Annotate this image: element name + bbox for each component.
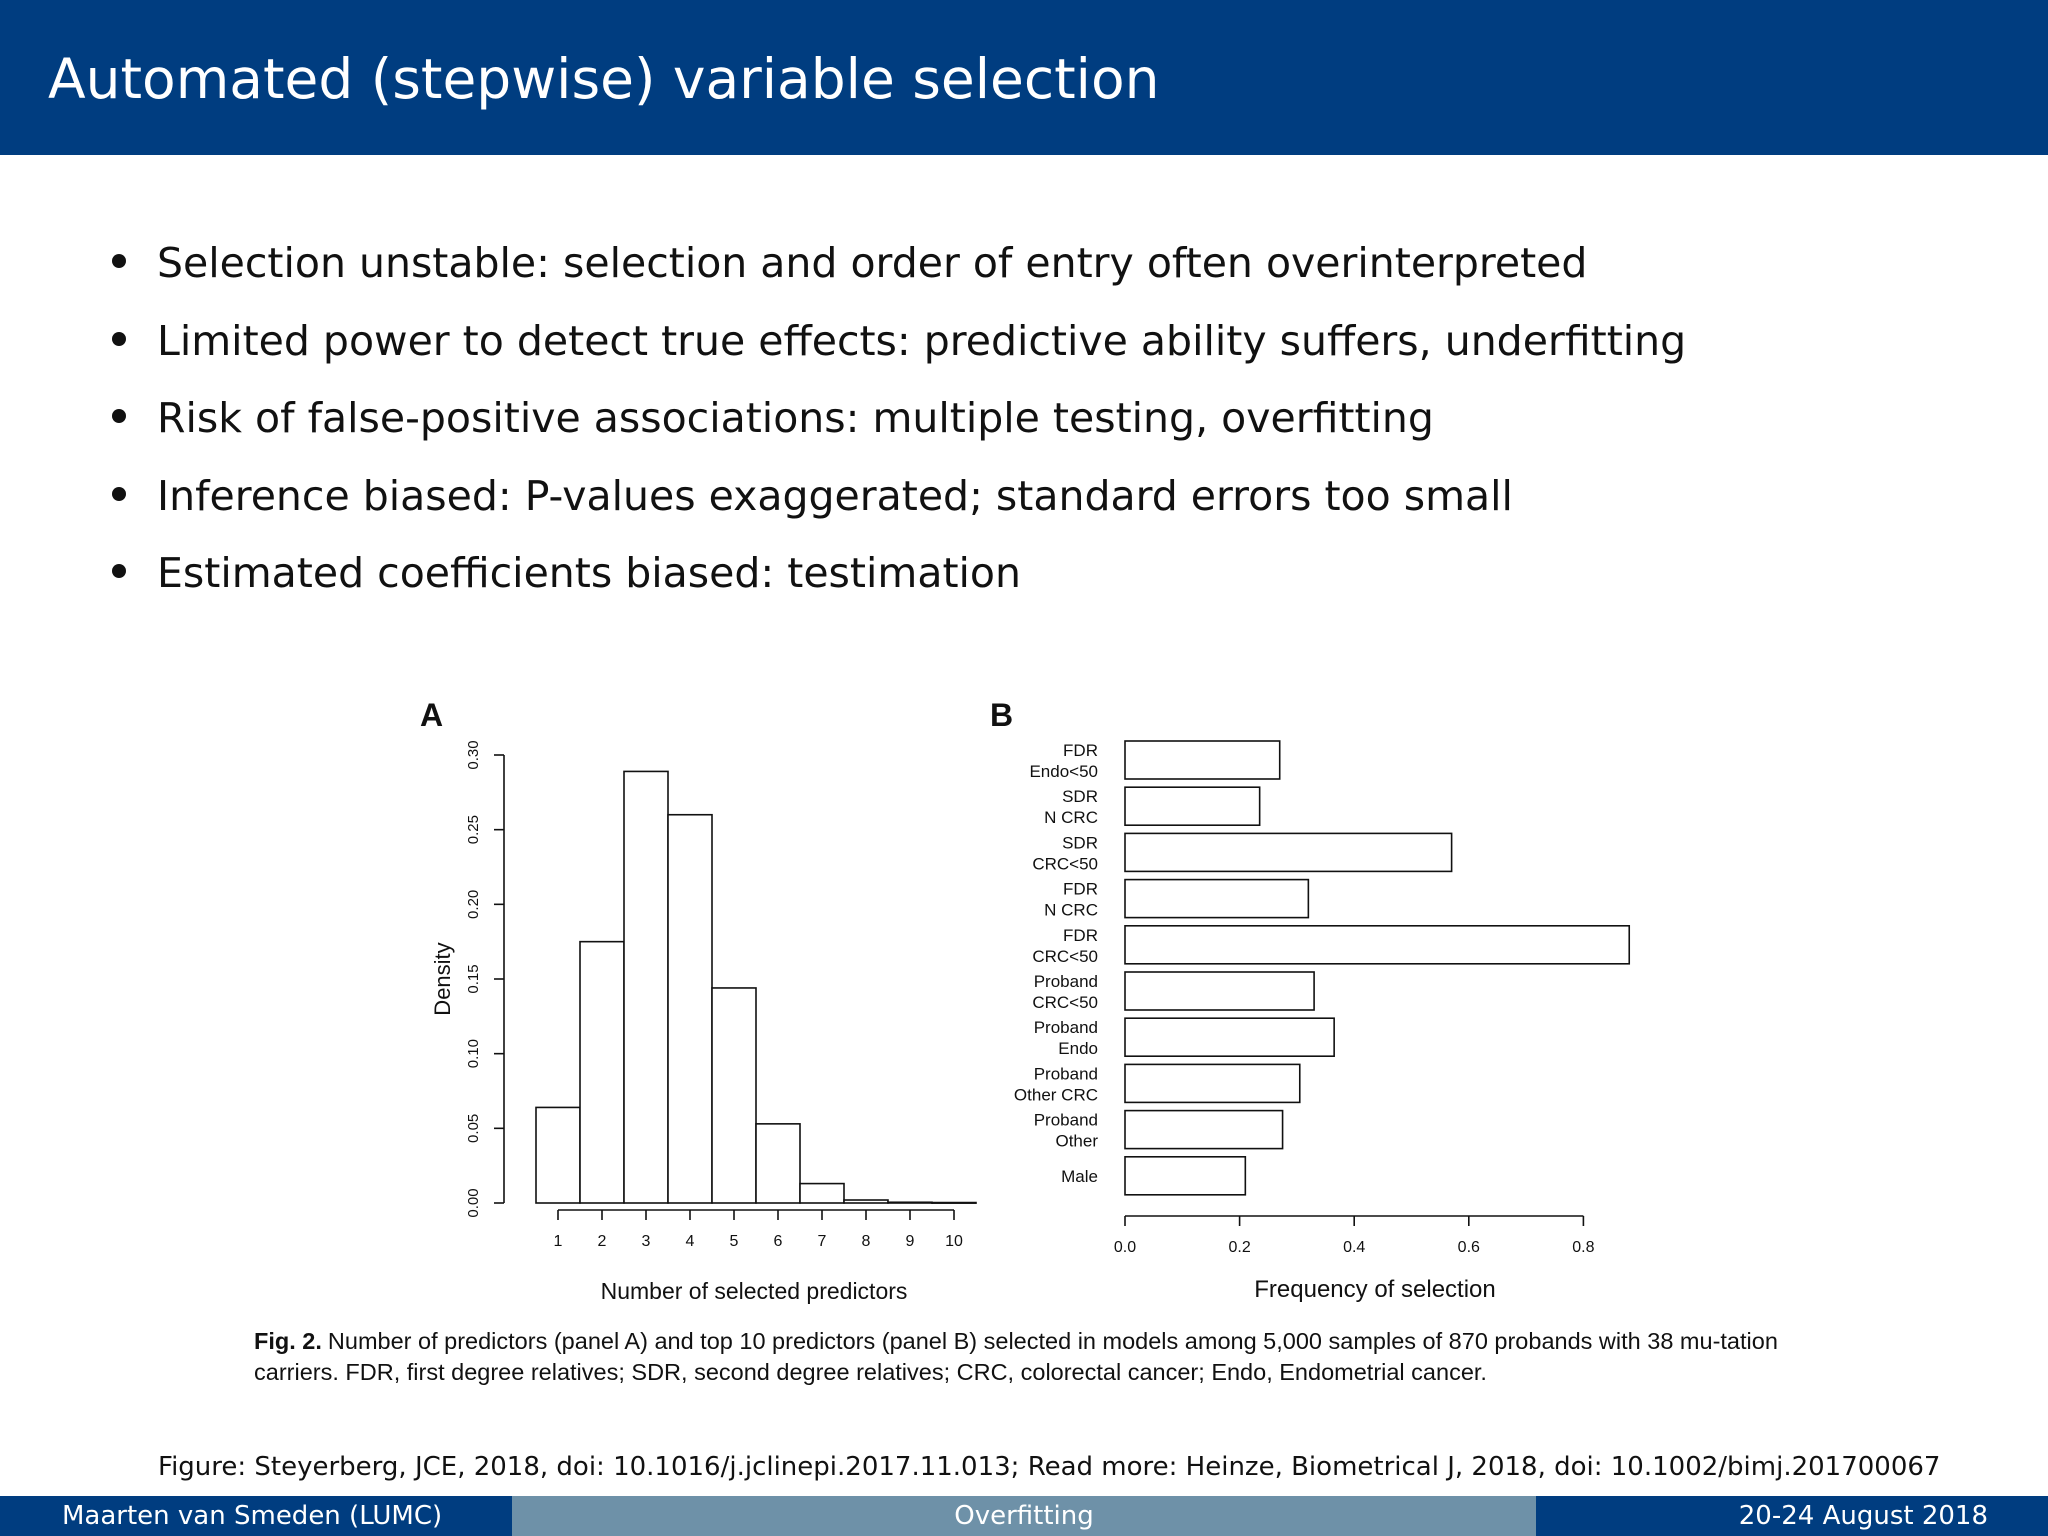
caption-label: Fig. 2. [254,1328,322,1354]
x-tick-label: 5 [729,1233,739,1250]
bullet-dot-icon [112,409,126,423]
histogram-bar [624,771,668,1203]
footer-date-segment [1536,1496,2048,1536]
caption-text: Number of predictors (panel A) and top 10 predictors (panel B) selected in models among 5,000 samples of 870 probands with 38 mu-tation carriers. FDR, first degree relatives; SDR, second degree relatives; CRC, colorectal cancer; Endo, Endometrial cancer. [254,1328,1778,1385]
category-label: Proband [1033,1110,1098,1130]
category-label: Endo [1058,1039,1098,1059]
y-tick-label: 0.00 [465,1188,482,1218]
histogram-bar [536,1107,580,1203]
category-label: FDR [1063,741,1098,760]
bullet-dot-icon [112,487,126,501]
category-label: SDR [1062,787,1098,807]
category-label: FDR [1063,925,1098,945]
panel-a-histogram [420,697,976,1304]
selection-bar [1125,787,1260,825]
figure-caption [254,1326,1814,1388]
category-label: Proband [1033,1064,1098,1084]
selection-bar [1125,880,1308,918]
category-label: Proband [1033,1018,1098,1038]
x-tick-label: 0.6 [1457,1239,1480,1256]
histogram-bar [844,1200,888,1203]
selection-bar [1125,972,1314,1010]
footer-date: 20-24 August 2018 [1738,1501,1988,1531]
histogram-bar [712,988,756,1203]
y-tick-label: 0.10 [465,1039,482,1069]
category-label: N CRC [1044,900,1098,920]
histogram-bar [756,1124,800,1203]
x-tick-label: 3 [641,1233,651,1250]
x-tick-label: 4 [685,1233,695,1250]
x-tick-label: 7 [817,1233,827,1250]
footer-author-segment [0,1496,512,1536]
selection-bar [1125,1018,1334,1056]
selection-bar [1125,1111,1283,1149]
category-label: Other [1055,1131,1098,1151]
y-tick-label: 0.20 [465,889,482,919]
category-label: SDR [1062,833,1098,853]
footer-topic: Overfitting [512,1496,1536,1536]
category-label: Endo<50 [1029,762,1098,781]
selection-bar [1125,833,1452,871]
category-label: Male [1061,1166,1098,1186]
x-axis-label: Number of selected predictors [600,1278,908,1304]
selection-bar [1125,741,1280,779]
category-label: Proband [1033,972,1098,991]
x-tick-label: 2 [597,1233,607,1250]
selection-bar [1125,926,1629,964]
category-label: CRC<50 [1032,854,1098,874]
x-tick-label: 8 [861,1233,871,1250]
bullet-dot-icon [112,254,126,268]
category-label: CRC<50 [1032,993,1098,1012]
x-tick-label: 0.4 [1343,1239,1366,1256]
selection-bar [1125,1157,1245,1195]
footer [0,1496,2048,1536]
histogram-bar [668,815,712,1203]
footer-author: Maarten van Smeden (LUMC) [62,1501,443,1531]
x-tick-label: 0.8 [1572,1239,1595,1256]
y-tick-label: 0.25 [465,815,482,845]
histogram-bar [932,1203,976,1204]
y-tick-label: 0.30 [465,740,482,770]
bullet-dot-icon [112,332,126,346]
x-tick-label: 1 [553,1233,563,1250]
x-tick-label: 0.0 [1113,1239,1137,1256]
title-bar [0,0,2048,155]
x-tick-label: 0.2 [1228,1239,1251,1256]
bullet-dot-icon [112,564,126,578]
y-tick-label: 0.05 [465,1113,482,1143]
histogram-bar [888,1202,932,1203]
x-tick-label: 6 [773,1233,783,1250]
x-axis-label: Frequency of selection [1254,1276,1496,1303]
figure-credit: Figure: Steyerberg, JCE, 2018, doi: 10.1016/j.jclinepi.2017.11.013; Read more: Heinze, Biometrical J, 2018, doi: 10.1002/bimj.201700067 [158,1452,1941,1482]
category-label: N CRC [1044,808,1098,828]
y-axis-label: Density [430,942,455,1016]
panel-b-barchart [990,697,1629,1303]
y-tick-label: 0.15 [465,964,482,994]
histogram-bar [580,942,624,1203]
histogram-bar [800,1184,844,1203]
category-label: Other CRC [1013,1085,1098,1105]
category-label: FDR [1063,879,1098,899]
category-label: CRC<50 [1032,946,1098,966]
panel-label: B [990,697,1014,733]
x-tick-label: 9 [905,1233,915,1250]
figure [400,690,1640,1310]
x-tick-label: 10 [945,1233,963,1250]
panel-label: A [420,697,444,733]
selection-bar [1125,1064,1300,1102]
slide-title: Automated (stepwise) variable selection [48,47,1160,111]
